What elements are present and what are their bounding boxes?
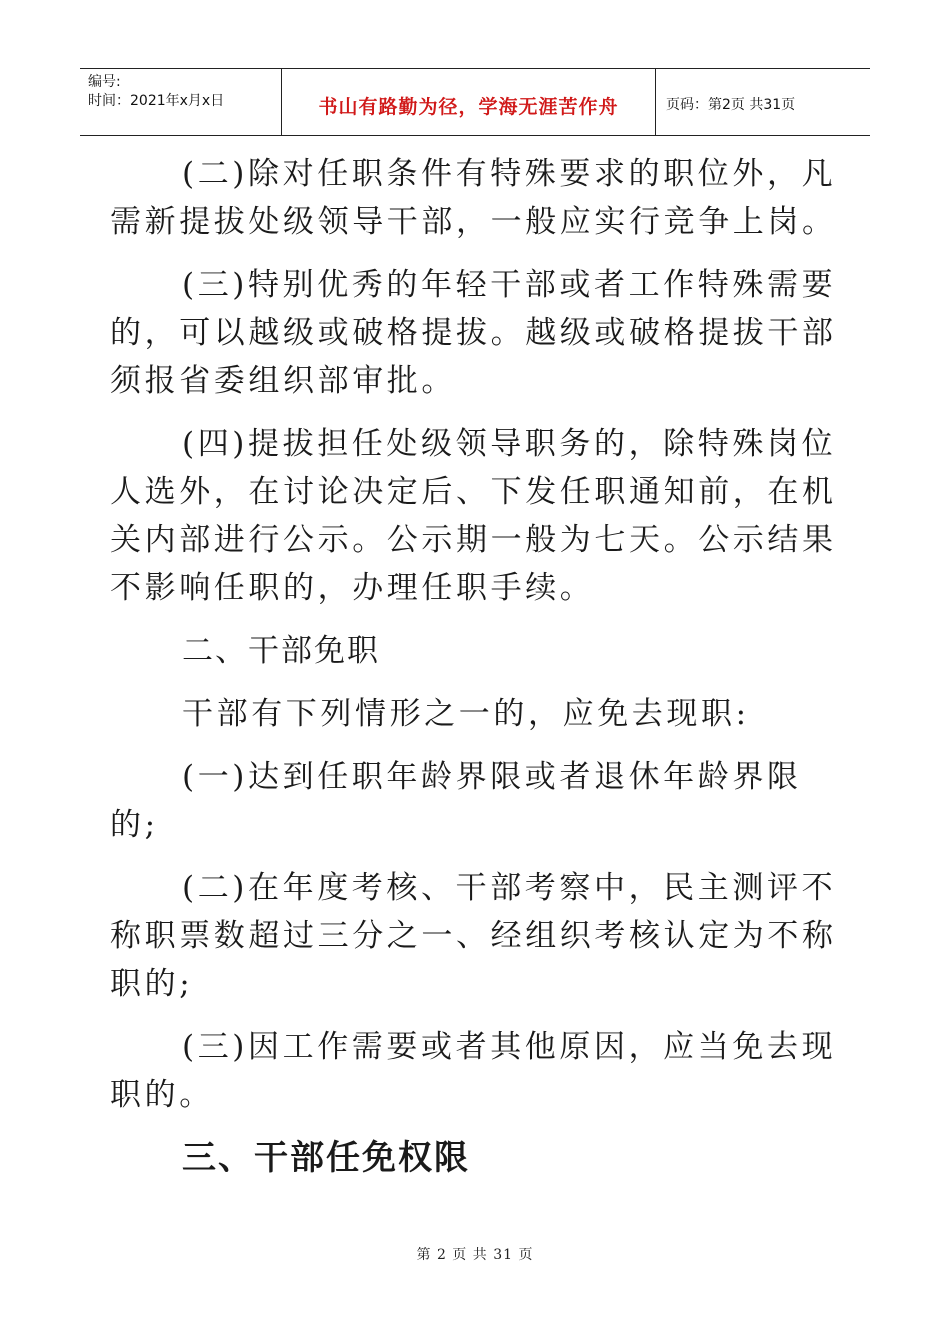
paragraph-dismissal-intro: 干部有下列情形之一的，应免去现职: — [182, 696, 750, 732]
document-number-label: 编号: — [88, 74, 121, 90]
document-header — [80, 68, 870, 136]
paragraph-work-needs: (三)因工作需要或者其他原因，应当免去现职的。 — [110, 1029, 837, 1113]
section-heading-authority: 三、干部任免权限 — [182, 1138, 470, 1178]
document-body — [110, 150, 840, 1197]
page-footer: 第 2 页 共 31 页 — [416, 1247, 534, 1263]
header-meta-cell — [80, 69, 282, 135]
header-page-info: 页码：第2页 共31页 — [666, 97, 796, 113]
paragraph-exceptional-promotion: (三)特别优秀的年轻干部或者工作特殊需要的，可以越级或破格提拔。越级或破格提拔干部须报省委组织部审批。 — [110, 267, 837, 399]
document-date: 时间：2021年x月x日 — [88, 93, 225, 109]
paragraph-incompetence: (二)在年度考核、干部考察中，民主测评不称职票数超过三分之一、经组织考核认定为不称职的; — [110, 870, 837, 1002]
header-motto: 书山有路勤为径，学海无涯苦作舟 — [282, 69, 656, 135]
paragraph-age-limit: (一)达到任职年龄界限或者退休年龄界限的; — [110, 759, 802, 843]
paragraph-public-notice: (四)提拔担任处级领导职务的，除特殊岗位人选外，在讨论决定后、下发任职通知前，在机关内部进行公示。公示期一般为七天。公示结果不影响任职的，办理任职手续。 — [110, 426, 837, 606]
section-heading-dismissal: 二、干部免职 — [182, 633, 380, 669]
paragraph-competitive-appointment: (二)除对任职条件有特殊要求的职位外，凡需新提拔处级领导干部，一般应实行竞争上岗。 — [110, 156, 837, 240]
